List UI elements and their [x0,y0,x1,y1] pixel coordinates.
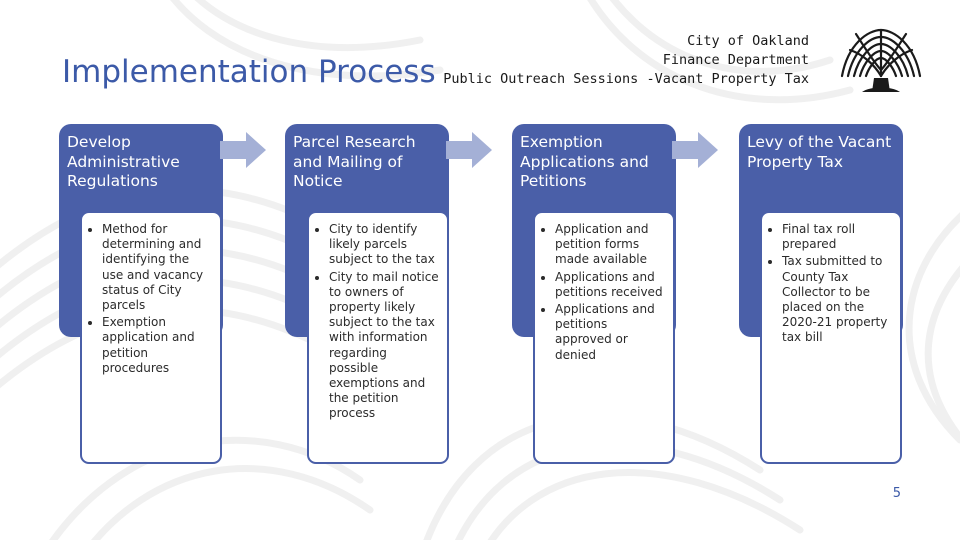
right-arrow-icon [220,132,266,168]
bullet-item: • Applications and petitions approved or denied [555,302,665,363]
oak-tree-logo-icon [834,20,928,96]
bullet-item: • Final tax roll prepared [782,222,892,252]
bullet-item: • Tax submitted to County Tax Collector to be placed on the 2020-21 property tax bill [782,254,892,345]
bullet-list [543,222,665,363]
detail-card-levy-tax [760,211,902,464]
detail-card-parcel-research [307,211,449,464]
bullet-item: • Application and petition forms made available [555,222,665,268]
bullet-list [317,222,439,422]
header-city: City of Oakland [687,33,809,49]
header-info [443,32,809,89]
bullet-item: • City to identify likely parcels subject to the tax [329,222,439,268]
header-session: Public Outreach Sessions -Vacant Property Tax [443,71,809,87]
bullet-item: • Exemption application and petition procedures [102,315,212,376]
detail-card-exemption-applications [533,211,675,464]
step-title: Levy of the Vacant Property Tax [747,133,892,171]
page-title: Implementation Process [62,54,436,90]
step-title: Parcel Research and Mailing of Notice [293,133,416,190]
right-arrow-icon [446,132,492,168]
header-department: Finance Department [662,52,809,68]
bullet-item: • City to mail notice to owners of property likely subject to the tax with information regarding possible exemptions and the petition process [329,270,439,422]
step-title: Develop Administrative Regulations [67,133,180,190]
bullet-list [770,222,892,346]
detail-card-develop-regulations [80,211,222,464]
bullet-item: • Method for determining and identifying the use and vacancy status of City parcels [102,222,212,313]
page-number: 5 [892,486,901,501]
bullet-item: • Applications and petitions received [555,270,665,300]
step-title: Exemption Applications and Petitions [520,133,649,190]
bullet-list [90,222,212,376]
right-arrow-icon [672,132,718,168]
